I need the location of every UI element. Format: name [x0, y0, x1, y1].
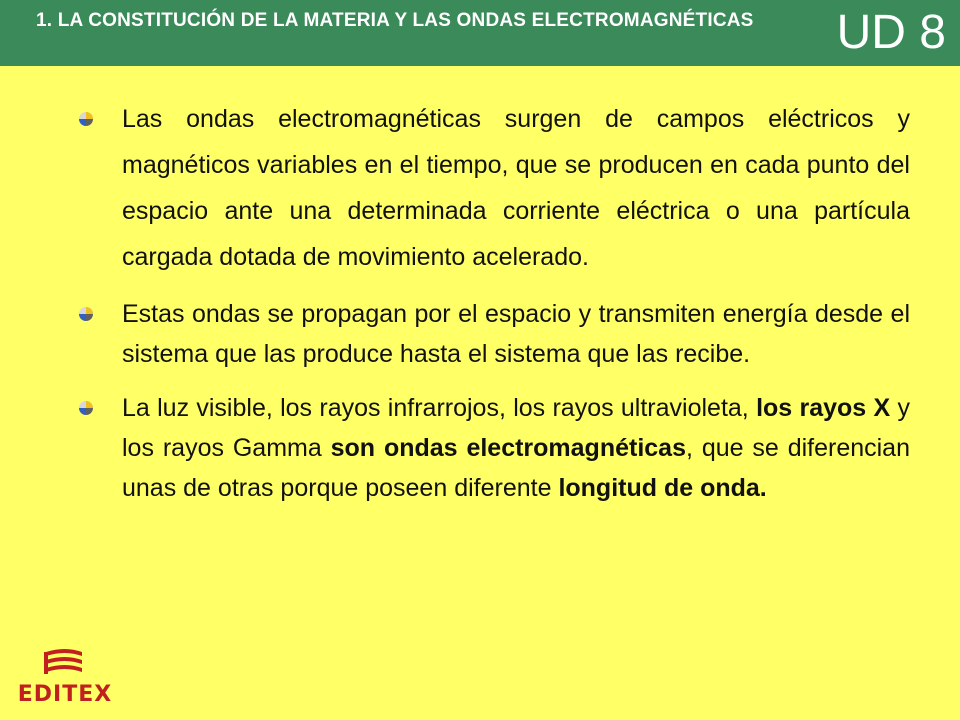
bullet-text-bold: son ondas electromagnéticas [330, 434, 686, 462]
logo-text: EDITEX [17, 682, 113, 707]
sphere-bullet-icon [78, 111, 94, 127]
bullet-item [76, 388, 910, 508]
bullet-text: Estas ondas se propagan por el espacio y transmiten energía desde el sistema que las produce hasta el sistema que las recibe. [122, 300, 910, 368]
bullet-text-segment: y los rayos Gamma [122, 394, 910, 462]
bullet-text-bold: los rayos X [756, 394, 891, 422]
unit-label: UD 8 [836, 6, 946, 59]
bullet-item [76, 96, 910, 280]
header-bar [0, 0, 960, 66]
bullet-text-bold: longitud de onda. [558, 474, 767, 502]
sphere-bullet-icon [78, 400, 94, 416]
editex-logo [10, 646, 120, 712]
bullet-text-segment: , que se diferencian unas de otras porque poseen diferente [122, 434, 910, 502]
section-title: 1. LA CONSTITUCIÓN DE LA MATERIA Y LAS ONDAS ELECTROMAGNÉTICAS [36, 10, 754, 31]
bullet-text-segment: La luz visible, los rayos infrarrojos, los rayos ultravioleta, [122, 394, 757, 422]
sphere-bullet-icon [78, 306, 94, 322]
slide-content [76, 96, 910, 522]
bullet-item [76, 294, 910, 374]
bullet-text: Las ondas electromagnéticas surgen de campos eléctricos y magnéticos variables en el tiempo, que se producen en cada punto del espacio ante una determinada corriente eléctrica o una partícula cargada dotada de movimiento acelerado. [122, 105, 910, 271]
book-stack-icon [10, 646, 120, 682]
